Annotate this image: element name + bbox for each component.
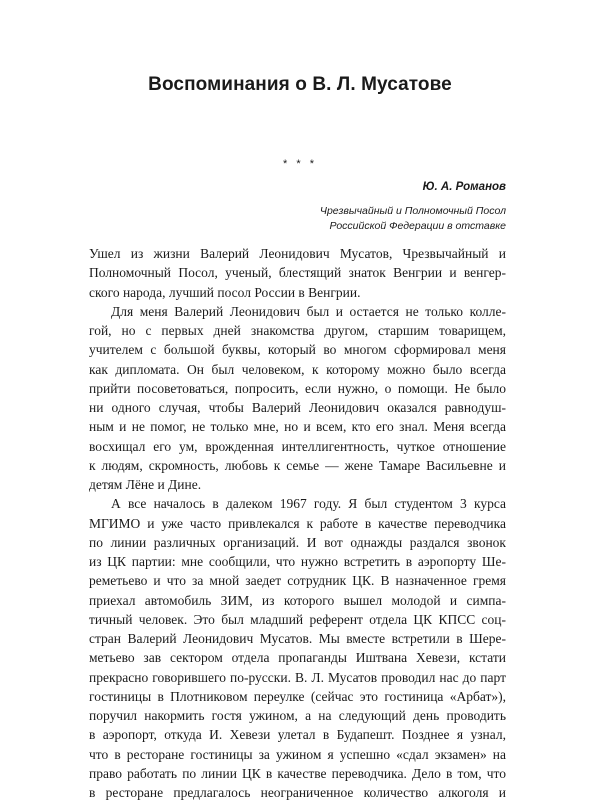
body-line: прекрасно говорившего по-русски. В. Л. Мусатов проводил нас до парт (89, 669, 506, 685)
body-line: к людям, скромность, любовь к семье — жене Тамаре Васильевне и (89, 457, 506, 473)
author-position-line: Российской Федерации в отставке (329, 220, 506, 232)
body-line: по линии различных организаций. И вот однажды раздался звонок (89, 534, 506, 550)
body-line: гой, но с первых дней знакомства другом, старшим товарищем, (89, 323, 506, 338)
body-line: восхищал его ум, врожденная интеллигентность, чуткое отношение (89, 438, 506, 454)
body-line: детям Лёне и Дине. (89, 477, 202, 492)
body-line: ского народа, лучший посол России в Венгрии. (89, 284, 361, 300)
body-line: гостиницы в Плотниковом переулке (сейчас это гостиница «Арбат»), (89, 688, 506, 704)
author-position-line: Чрезвычайный и Полномочный Посол (319, 205, 506, 217)
body-line: МГИМО и уже часто привлекался к работе в качестве переводчика (89, 515, 506, 531)
body-line: реметьево и что за мной заедет сотрудник ЦК. В назначенное гремя (89, 573, 506, 589)
section-separator: * * * (283, 158, 317, 170)
body-line: учителем с большой буквы, который во многом сформировал меня (89, 342, 506, 358)
body-line: ным и не помог, не только мне, но и всем, кто его знал. Меня всегда (89, 419, 506, 435)
body-line: стран Валерий Леонидович Мусатов. Мы вместе встретили в Шере- (89, 631, 506, 646)
body-line: Полномочный Посол, ученый, блестящий знаток Венгрии и венгер- (89, 265, 506, 281)
body-line: А все началось в далеком 1967 году. Я был студентом 3 курса (111, 496, 506, 512)
body-line: ни одного случая, чтобы Валерий Леонидович оказался равнодуш- (89, 400, 506, 415)
body-line: прийти посоветоваться, попросить, если нужно, о помощи. Не было (89, 380, 506, 396)
body-line: в аэропорт, откуда И. Хевези улетал в Будапешт. Позднее я узнал, (89, 727, 506, 743)
author-position (320, 204, 506, 234)
body-line: что в ресторане гостиницы за ужином я успешно «сдал экзамен» на (89, 746, 506, 762)
body-line: приехал автомобиль ЗИМ, из которого вышел молодой и симпа- (89, 592, 506, 608)
body-line: Для меня Валерий Леонидович был и остается не только колле- (111, 303, 506, 319)
body-line: право работать по линии ЦК в качестве переводчика. Дело в том, что (89, 765, 506, 781)
page-title: Воспоминания о В. Л. Мусатове (148, 74, 452, 95)
body-line: в ресторане предлагалось неограниченное количество алкоголя и (89, 785, 506, 800)
body-line: как дипломата. Он был человеком, к которому можно было всегда (89, 361, 506, 377)
body-line: тичный человек. Это был младший референт отдела ЦК КПСС соц- (89, 611, 506, 627)
body-line: Ушел из жизни Валерий Леонидович Мусатов, Чрезвычайный и (89, 246, 506, 261)
body-line: метьево зав сектором отдела пропаганды Иштвана Хевези, кстати (89, 650, 506, 666)
body-line: поручил накормить гостя ужином, а на следующий день проводить (89, 708, 506, 723)
article-body (89, 244, 506, 802)
author-name: Ю. А. Романов (422, 181, 506, 193)
body-line: из ЦК партии: мне сообщили, что нужно встретить в аэропорту Ше- (89, 554, 506, 569)
